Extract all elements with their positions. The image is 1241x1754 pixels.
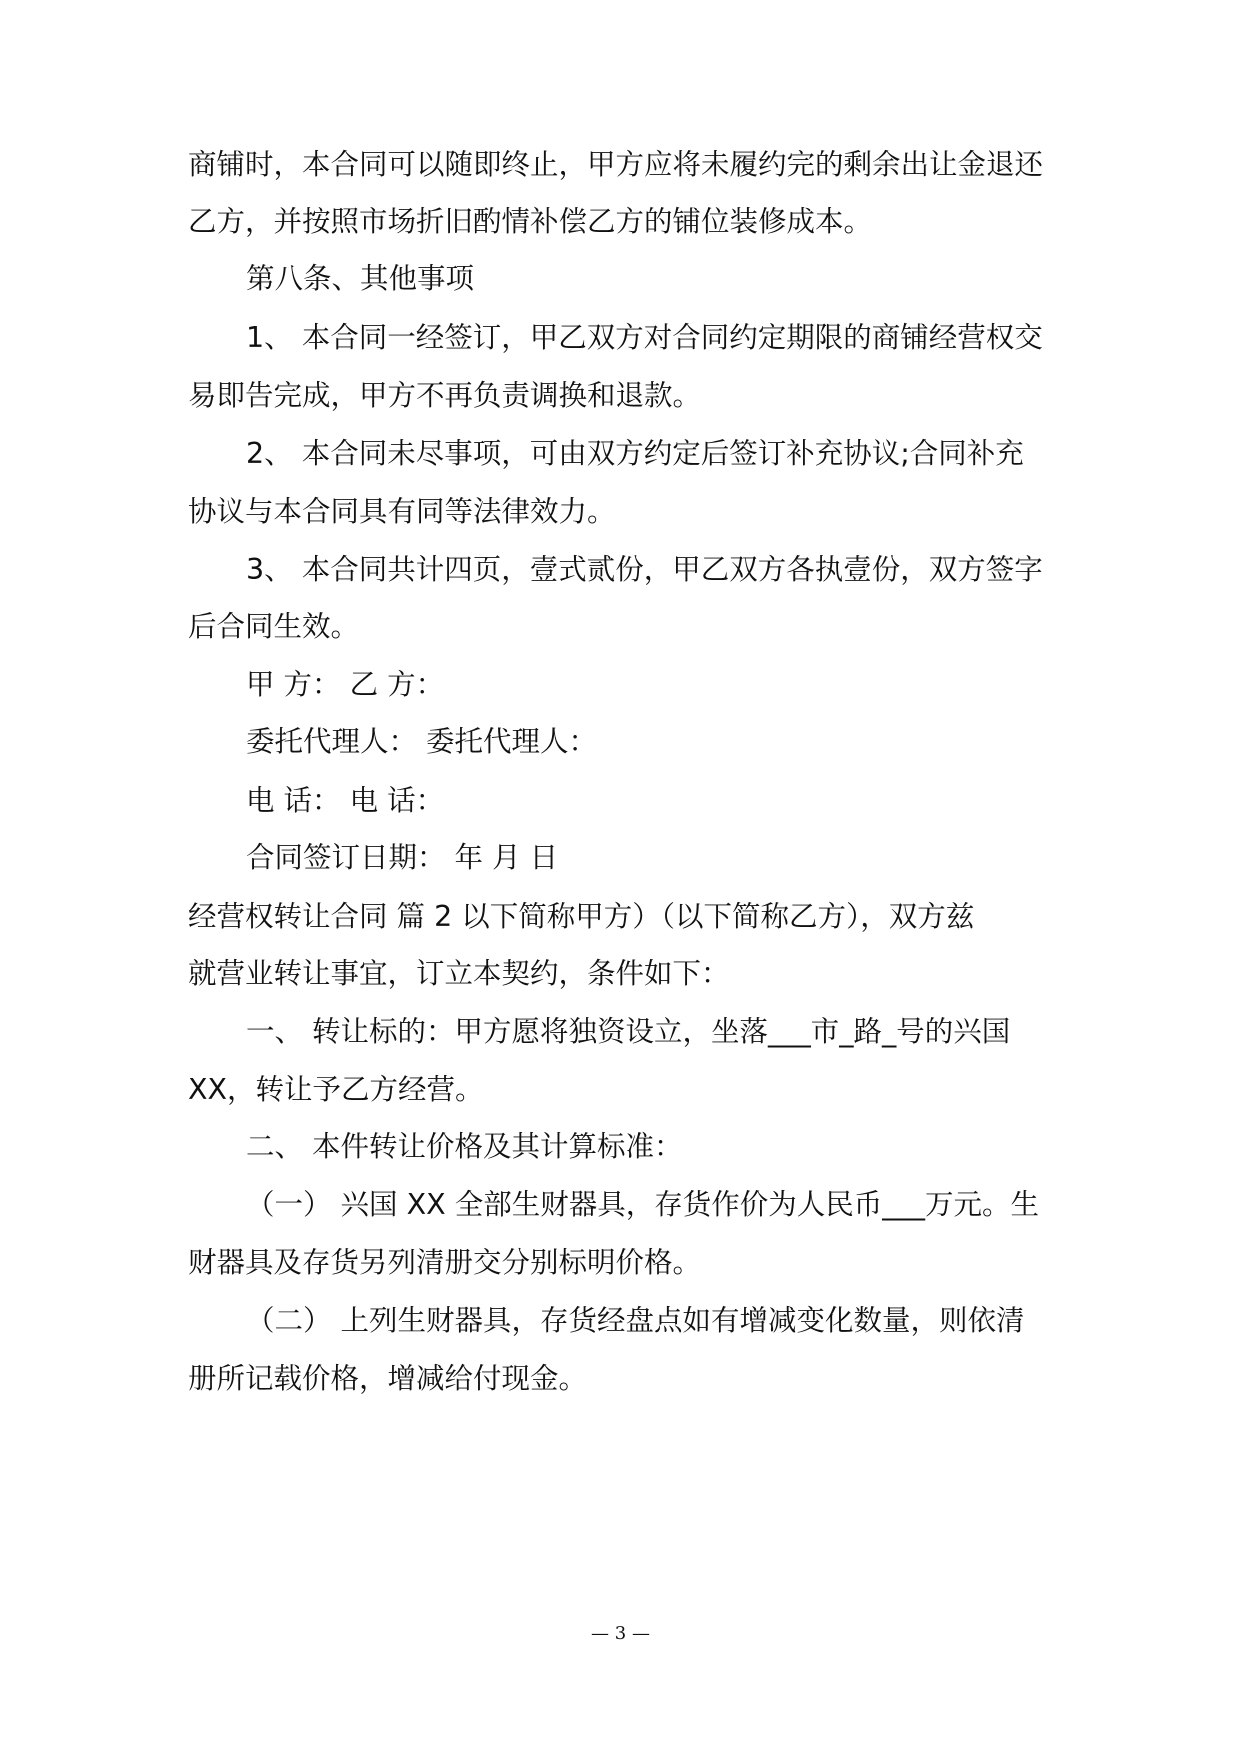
clause-line: 3、 本合同共计四页，壹式贰份，甲乙双方各执壹份，双方签字 xyxy=(246,553,1043,586)
clause-line: 财器具及存货另列清册交分别标明价格。 xyxy=(188,1246,702,1279)
clause-line: （二） 上列生财器具，存货经盘点如有增减变化数量，则依清 xyxy=(246,1304,1025,1337)
paragraph-line: 商铺时，本合同可以随即终止，甲方应将未履约完的剩余出让金退还 xyxy=(188,148,1044,181)
section-heading: 第八条、其他事项 xyxy=(246,262,475,295)
clause-line: XX，转让予乙方经营。 xyxy=(188,1073,484,1106)
paragraph-line: 乙方，并按照市场折旧酌情补偿乙方的铺位装修成本。 xyxy=(188,205,873,238)
signature-phone-line: 电 话： 电 话： xyxy=(246,784,445,817)
clause-line: 协议与本合同具有同等法律效力。 xyxy=(188,495,616,528)
signature-date-line: 合同签订日期： 年 月 日 xyxy=(246,841,559,874)
clause-line: 二、 本件转让价格及其计算标准： xyxy=(246,1130,683,1163)
article-title-line: 经营权转让合同 篇 2 以下简称甲方）（以下简称乙方），双方兹 xyxy=(188,900,975,933)
clause-line: 一、 转让标的：甲方愿将独资设立，坐落___市_路_号的兴国 xyxy=(246,1015,1011,1048)
clause-line: 2、 本合同未尽事项，可由双方约定后签订补充协议;合同补充 xyxy=(246,437,1024,470)
clause-line: 册所记载价格，增减给付现金。 xyxy=(188,1362,588,1395)
clause-line: 易即告完成，甲方不再负责调换和退款。 xyxy=(188,379,702,412)
clause-line: （一） 兴国 XX 全部生财器具，存货作价为人民币___万元。生 xyxy=(246,1188,1039,1221)
signature-agent-line: 委托代理人： 委托代理人： xyxy=(246,725,598,758)
signature-party-line: 甲 方： 乙 方： xyxy=(246,668,445,701)
clause-line: 后合同生效。 xyxy=(188,610,360,643)
clause-line: 1、 本合同一经签订，甲乙双方对合同约定期限的商铺经营权交 xyxy=(246,321,1043,354)
paragraph-line: 就营业转让事宜，订立本契约，条件如下： xyxy=(188,957,730,990)
page-number: — 3 — xyxy=(591,1623,650,1644)
